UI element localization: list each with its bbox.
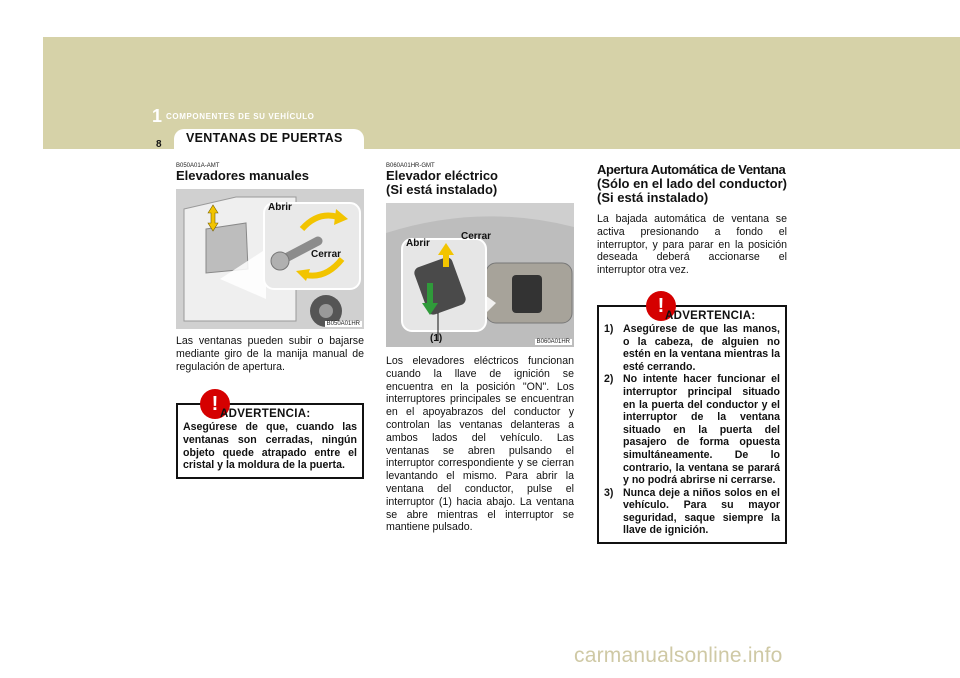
section-heading-line1: Elevador eléctrico — [386, 168, 498, 183]
callout-1: (1) — [430, 333, 443, 344]
label-abrir: Abrir — [406, 238, 430, 249]
auto-down-description: La bajada automática de ventana se activa presionando a fondo el interruptor, y para parar en la posición deseada deberá accionarse el interruptor otra vez. — [597, 213, 787, 277]
section-code: B050A01A-AMT — [176, 163, 220, 169]
label-abrir: Abrir — [268, 202, 292, 213]
watermark: carmanualsonline.info — [574, 644, 783, 667]
section-code: B060A01HR-GMT — [386, 163, 435, 169]
switch-panel-illustration-icon — [386, 203, 574, 347]
section-title: VENTANAS DE PUERTAS — [186, 131, 343, 145]
section-heading: Elevadores manuales — [176, 168, 309, 183]
section-heading-line2: (Si está instalado) — [386, 182, 498, 197]
warning-icon: ! — [200, 389, 230, 419]
warning-title: ADVERTENCIA: — [665, 309, 756, 322]
warning-list — [604, 323, 780, 537]
warning-item: 2) No intente hacer funcionar el interruptor principal situado en la puerta del conductor y el interruptor de la ventana situado en la puerta del pasajero de forma opuesta simultáneamente. De lo contrario, la ventana se parará y no podrá abrirse ni cerrarse. — [604, 373, 780, 487]
column-manual-windows — [176, 163, 364, 479]
label-cerrar: Cerrar — [461, 231, 492, 242]
section-heading-line3: (Si está instalado) — [597, 190, 709, 205]
section-heading-line2: (Sólo en el lado del conductor) — [597, 176, 787, 191]
image-code: B060A01HR — [536, 339, 570, 345]
power-window-photo — [386, 203, 574, 347]
warning-item: 1) Asegúrese de que las manos, o la cabeza, de alguien no estén en la ventana mientras la esté cerrando. — [604, 322, 780, 373]
column-auto-down — [597, 163, 787, 544]
warning-box-power — [597, 294, 787, 544]
manual-windows-description: Las ventanas pueden subir o bajarse mediante giro de la manija manual de regulación de apertura. — [176, 335, 364, 373]
image-code: B050A01HR — [326, 321, 360, 327]
warning-text: Asegúrese de que, cuando las ventanas son cerradas, ningún objeto quede atrapado entre el cristal y la moldura de la puerta. — [183, 421, 357, 472]
label-cerrar: Cerrar — [311, 249, 342, 260]
chapter-title: COMPONENTES DE SU VEHÍCULO — [166, 112, 315, 121]
warning-box-manual — [176, 393, 364, 478]
chapter-number: 1 — [152, 106, 163, 126]
warning-icon: ! — [646, 291, 676, 321]
warning-title: ADVERTENCIA: — [220, 408, 311, 421]
column-power-windows — [386, 163, 574, 534]
warning-item: 3) Nunca deje a niños solos en el vehículo. Para su mayor seguridad, saque siempre la llave de ignición. — [604, 486, 780, 537]
section-heading-line1: Apertura Automática de Ventana — [597, 162, 786, 177]
manual-window-photo — [176, 189, 364, 329]
page-number: 8 — [156, 139, 162, 150]
power-windows-description: Los elevadores eléctricos funcionan cuando la llave de ignición se encuentra en la posición "ON". Los interruptores principales se encuentran en el apoyabrazos del conductor y controlan las ventanas delanteras a ambos lados del vehículo. Las ventanas se abren pulsando el interruptor correspondiente y se cierran levantando el mismo. Para abrir la ventana del conductor, pulse el interruptor (1) hacia abajo. La ventana se abre mientras el interruptor se mantiene pulsado. — [386, 355, 574, 534]
